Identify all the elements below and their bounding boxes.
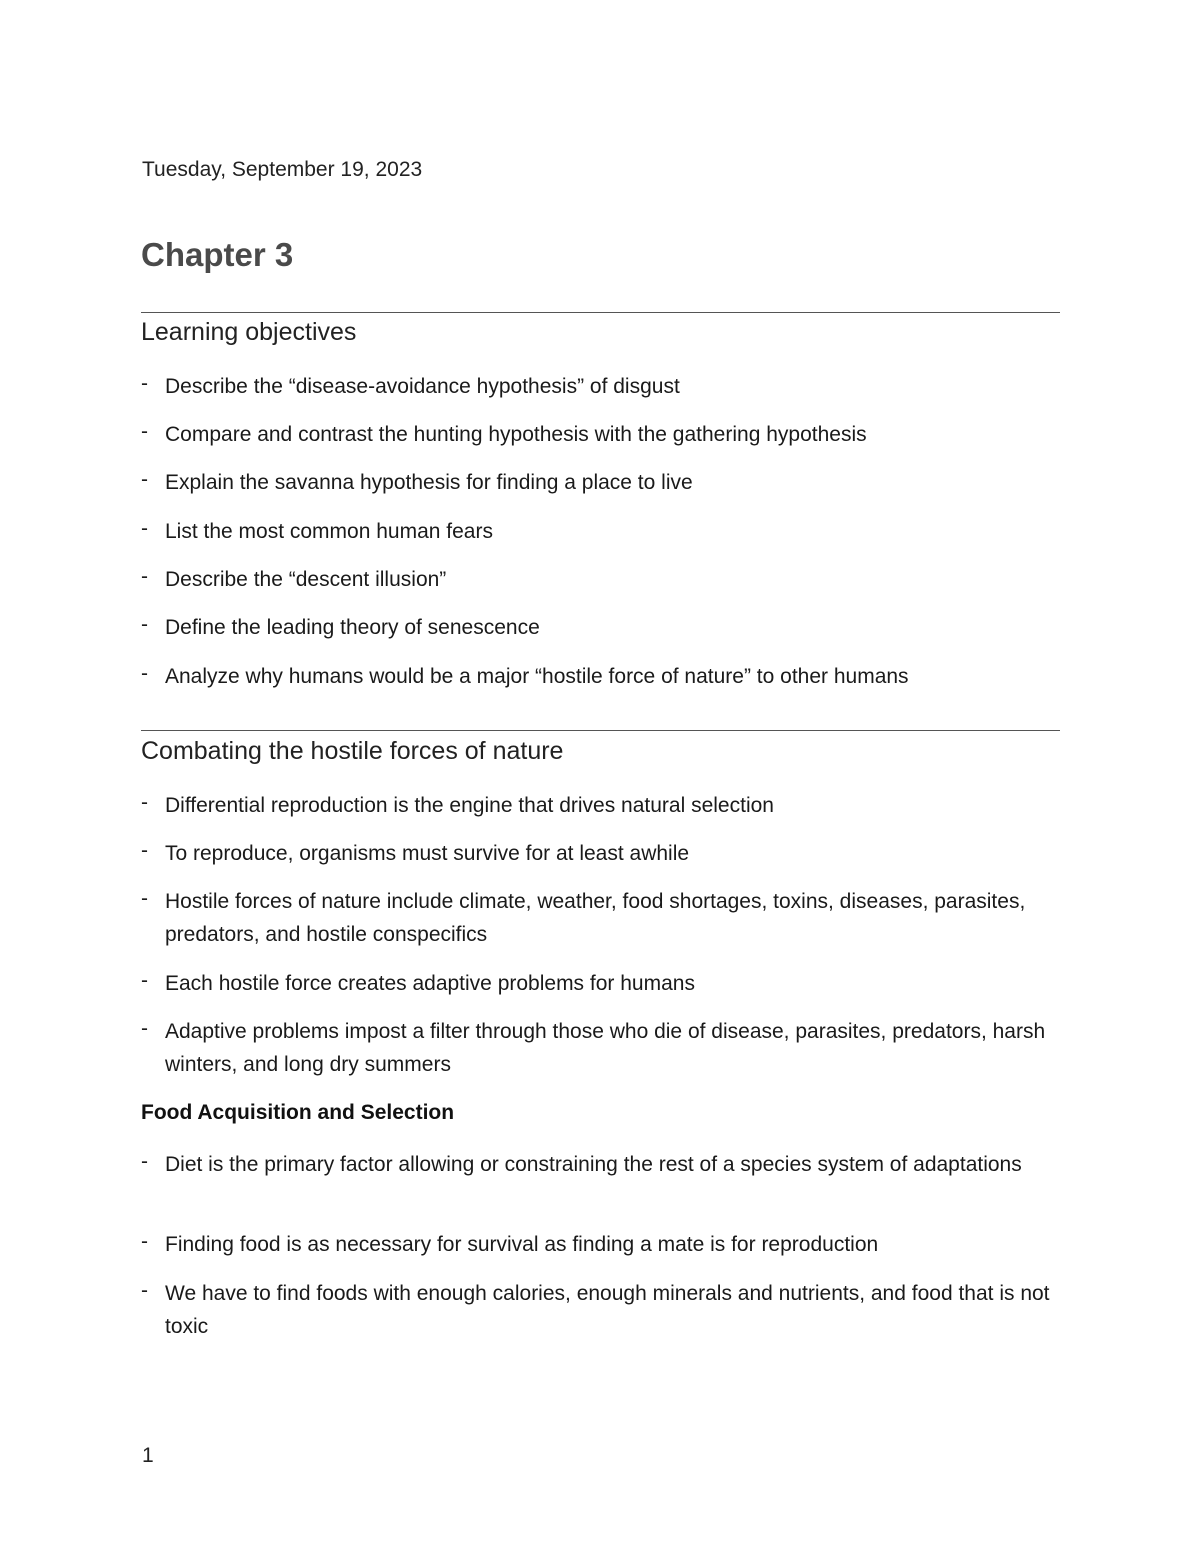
dash-bullet: - bbox=[141, 791, 148, 814]
section-divider bbox=[141, 312, 1060, 313]
list-item-text: List the most common human fears bbox=[165, 520, 493, 543]
list-item bbox=[141, 660, 1066, 693]
list-item-text: Each hostile force creates adaptive problems for humans bbox=[165, 972, 695, 995]
list-item bbox=[141, 1277, 1066, 1343]
dash-bullet: - bbox=[141, 468, 148, 491]
combating-heading: Combating the hostile forces of nature bbox=[141, 737, 564, 765]
dash-bullet: - bbox=[141, 613, 148, 636]
list-item bbox=[141, 1148, 1066, 1181]
dash-bullet: - bbox=[141, 420, 148, 443]
dash-bullet: - bbox=[141, 969, 148, 992]
list-item-text: Finding food is as necessary for survival as finding a mate is for reproduction bbox=[165, 1233, 879, 1256]
list-item-text: Explain the savanna hypothesis for finding a place to live bbox=[165, 471, 693, 494]
list-item bbox=[141, 515, 1066, 548]
list-item bbox=[141, 1228, 1066, 1261]
list-item-text: Diet is the primary factor allowing or constraining the rest of a species system of adaptations bbox=[165, 1153, 1022, 1176]
list-item bbox=[141, 370, 1066, 403]
list-item bbox=[141, 967, 1066, 1000]
learning-objectives-heading: Learning objectives bbox=[141, 318, 357, 346]
dash-bullet: - bbox=[141, 839, 148, 862]
page-number: 1 bbox=[142, 1444, 154, 1467]
list-item-text: Differential reproduction is the engine that drives natural selection bbox=[165, 794, 774, 817]
list-item bbox=[141, 885, 1066, 951]
section-divider bbox=[141, 730, 1060, 731]
list-item-text: Describe the “descent illusion” bbox=[165, 568, 447, 591]
dash-bullet: - bbox=[141, 1279, 148, 1302]
list-item bbox=[141, 563, 1066, 596]
dash-bullet: - bbox=[141, 565, 148, 588]
list-item-text: Compare and contrast the hunting hypothesis with the gathering hypothesis bbox=[165, 423, 867, 446]
list-item-text: To reproduce, organisms must survive for at least awhile bbox=[165, 842, 690, 865]
list-item-text: Adaptive problems impost a filter through those who die of disease, parasites, predators, harsh winters, and long dry summers bbox=[165, 1020, 1046, 1076]
list-item-text: Analyze why humans would be a major “hostile force of nature” to other humans bbox=[165, 665, 909, 688]
list-item-text: Hostile forces of nature include climate, weather, food shortages, toxins, diseases, parasites, predators, and hostile conspecifics bbox=[165, 890, 1026, 946]
list-item bbox=[141, 789, 1066, 822]
dash-bullet: - bbox=[141, 887, 148, 910]
list-item bbox=[141, 611, 1066, 644]
dash-bullet: - bbox=[141, 1150, 148, 1173]
chapter-title: Chapter 3 bbox=[141, 236, 294, 273]
food-heading: Food Acquisition and Selection bbox=[141, 1101, 455, 1124]
dash-bullet: - bbox=[141, 662, 148, 685]
dash-bullet: - bbox=[141, 1230, 148, 1253]
list-item-text: Define the leading theory of senescence bbox=[165, 616, 540, 639]
list-item bbox=[141, 418, 1066, 451]
list-item bbox=[141, 837, 1066, 870]
list-item-text: Describe the “disease-avoidance hypothesis” of disgust bbox=[165, 375, 680, 398]
list-item bbox=[141, 466, 1066, 499]
dash-bullet: - bbox=[141, 517, 148, 540]
date-line: Tuesday, September 19, 2023 bbox=[142, 158, 423, 181]
list-item bbox=[141, 1015, 1066, 1081]
list-item-text: We have to find foods with enough calories, enough minerals and nutrients, and food that is not toxic bbox=[165, 1282, 1050, 1338]
dash-bullet: - bbox=[141, 1017, 148, 1040]
dash-bullet: - bbox=[141, 372, 148, 395]
